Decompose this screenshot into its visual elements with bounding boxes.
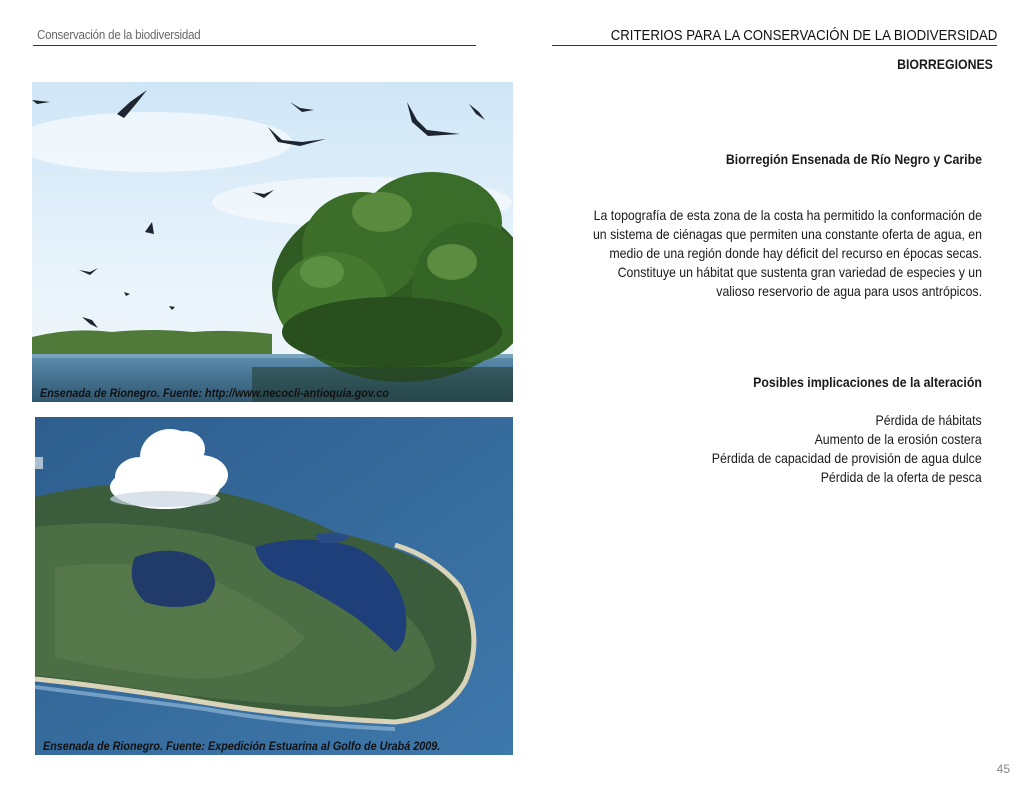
description-line: Constituye un hábitat que sustenta gran variedad de especies y un — [617, 264, 982, 280]
aerial-photo — [35, 417, 513, 755]
list-item: Pérdida de capacidad de provisión de agua dulce — [712, 450, 982, 466]
header-right — [552, 26, 997, 46]
page-number: 45 — [996, 762, 1010, 776]
implications-title: Posibles implicaciones de la alteración — [753, 374, 982, 390]
description-line: un sistema de ciénagas que permiten una constante oferta de agua, en — [592, 226, 982, 242]
figure-2-caption: Ensenada de Rionegro. Fuente: Expedición Estuarina al Golfo de Urabá 2009. — [43, 739, 441, 753]
header-left-title: Conservación de la biodiversidad — [37, 28, 201, 42]
list-item: Pérdida de hábitats — [875, 412, 982, 428]
header-right-title: CRITERIOS PARA LA CONSERVACIÓN DE LA BIODIVERSIDAD — [610, 27, 997, 44]
header-left — [33, 26, 476, 46]
description-line: medio de una región donde hay déficit del recurso en épocas secas. — [609, 245, 982, 261]
section-heading: BIORREGIONES — [897, 56, 993, 72]
list-item: Pérdida de la oferta de pesca — [821, 469, 982, 485]
list-item: Aumento de la erosión costera — [814, 431, 982, 447]
description-line: La topografía de esta zona de la costa ha permitido la conformación de — [593, 207, 982, 223]
figure-1-caption: Ensenada de Rionegro. Fuente: http://www.necocli-antioquia.gov.co — [40, 386, 389, 400]
description-line: valioso reservorio de agua para usos antrópicos. — [716, 283, 982, 299]
region-title: Biorregión Ensenada de Río Negro y Caribe — [725, 151, 982, 167]
region-description — [512, 206, 982, 301]
implications-list — [675, 411, 982, 487]
mangrove-photo — [32, 82, 513, 402]
